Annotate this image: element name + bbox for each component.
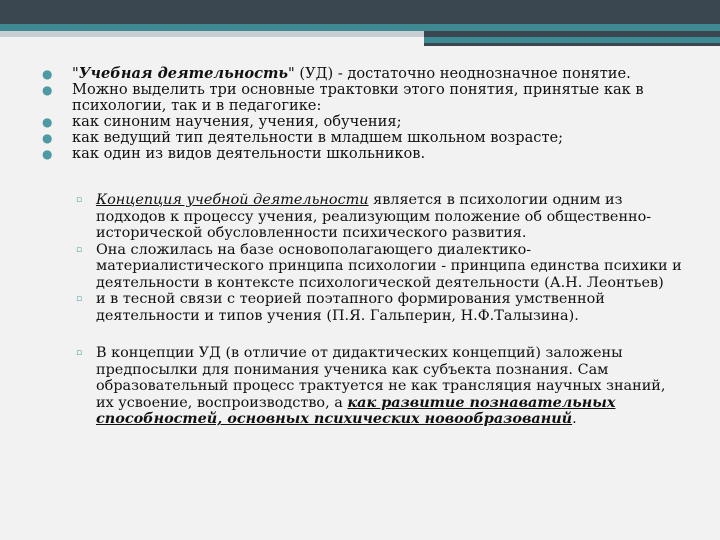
bullet-dot-icon: ● <box>42 131 53 145</box>
list-item: ▫ и в тесной связи с теорией поэтапного формирования умственной деятельности и типов учения (П.Я. Гальперин, Н.Ф.Талызина). <box>76 291 605 324</box>
list-item: ▫ В концепции УД (в отличие от дидактических концепций) заложены предпосылки для понимания ученика как субъекта познания. Сам образовательный процесс трактуется не как трансляция научных знаний, их усвоение, воспроизводство, а как развитие познавательных способностей, основных психических новообразований. <box>76 345 666 427</box>
bullet-dot-icon: ● <box>42 147 53 161</box>
list-item: ▫ Концепция учебной деятельности является в психологии одним из подходов к процессу учения, реализующим положение об общественно-исторической обусловленности психического развития. <box>76 192 652 241</box>
square-bullet-icon: ▫ <box>76 348 83 358</box>
list-item: ▫ Она сложилась на базе основополагающего диалектико-материалистического принципа психологии - принципа единства психики и деятельности в контексте психологической деятельности (А.Н. Леонтьев) <box>76 241 682 291</box>
square-bullet-icon: ▫ <box>76 195 83 205</box>
list-item: ● Можно выделить три основные трактовки этого понятия, принятые как в психологии, так и в педагогике: <box>42 81 644 114</box>
bullet-dot-icon: ● <box>42 67 53 81</box>
term-uchebnaya-deyatelnost: Учебная деятельность <box>78 65 289 82</box>
final-point-list <box>76 345 684 428</box>
bullet-dot-icon: ● <box>42 115 53 129</box>
list-item: ● как ведущий тип деятельности в младшем школьном возрасте; <box>42 129 564 146</box>
header-bar-teal <box>0 24 720 31</box>
term-koncepciya: Концепция учебной деятельности <box>96 192 369 208</box>
list-item: ● как синоним научения, учения, обучения; <box>42 113 402 130</box>
concept-list <box>76 192 684 324</box>
list-item: ● как один из видов деятельности школьников. <box>42 145 426 162</box>
term-razvitie: как развитие познавательных способностей, основных психических новообразований <box>96 393 616 427</box>
corner-accent-thin <box>424 43 720 46</box>
square-bullet-icon: ▫ <box>76 244 83 255</box>
header-bar-dark <box>0 0 720 24</box>
square-bullet-icon: ▫ <box>76 294 83 304</box>
bullet-dot-icon: ● <box>42 83 53 97</box>
list-item: ● "Учебная деятельность" (УД) - достаточно неоднозначное понятие. <box>42 65 631 82</box>
main-points-list <box>42 66 682 162</box>
